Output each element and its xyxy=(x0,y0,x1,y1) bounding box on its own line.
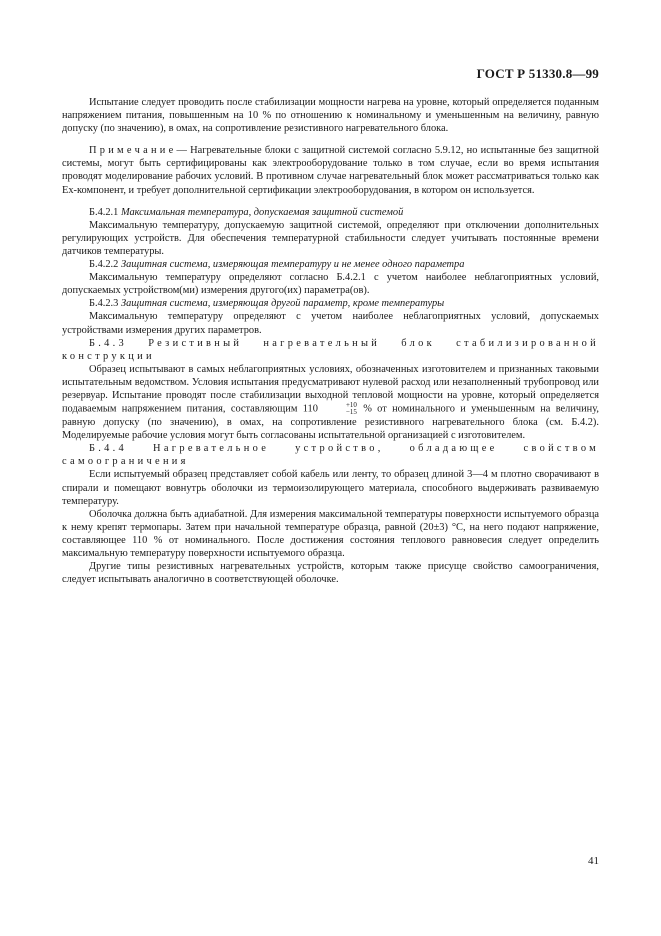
text-part: % от номинального и уменьшенным на величину, равную допуску (по значению), в омах, на сопротивление резистивного нагревательного блока (см. Б.4.2). Моделируемые рабочие условия могут быть согласованы испытательной организацией с изготовителем. xyxy=(62,403,599,442)
section-b43-text xyxy=(62,363,599,442)
tolerance-fraction xyxy=(319,402,357,416)
section-b422-heading xyxy=(62,258,599,271)
tolerance-upper: +10 xyxy=(345,401,357,410)
section-b44-paragraph: Другие типы резистивных нагревательных устройств, которым также присуще свойство самоограничения, следует испытывать аналогично в соответствующей оболочке. xyxy=(62,561,599,586)
section-number: Б.4.2.2 xyxy=(89,259,119,271)
tolerance-lower: −15 xyxy=(345,408,357,417)
section-b423-heading xyxy=(62,297,599,310)
section-b43-heading: Б.4.3 Резистивный нагревательный блок стабилизированной конструкции xyxy=(62,337,599,362)
section-number: Б.4.2.1 xyxy=(89,206,119,218)
document-number: ГОСТ Р 51330.8—99 xyxy=(476,66,599,81)
section-b423-text: Максимальную температуру определяют с учетом наиболее неблагоприятных условий, допускаемых устройствами измерения других параметров. xyxy=(62,311,599,336)
page-body xyxy=(62,96,599,586)
section-title: Защитная система, измеряющая другой параметр, кроме температуры xyxy=(120,298,445,310)
section-b421-text: Максимальную температуру, допускаемую защитной системой, определяют при отключении дополнительных регулирующих устройств. Для обеспечения температурной стабильности следует учитывать постоянные времени датчиков температуры. xyxy=(62,219,599,257)
note-label: П р и м е ч а н и е xyxy=(89,145,174,157)
section-b421-heading xyxy=(62,206,599,219)
section-b422-text: Максимальную температуру определяют согласно Б.4.2.1 с учетом наиболее неблагоприятных условий, допускаемых устройством(ми) измерения другого(их) параметра(ов). xyxy=(62,272,599,297)
section-title: Защитная система, измеряющая температуру и не менее одного параметра xyxy=(120,259,465,271)
note-text: — Нагревательные блоки с защитной системой согласно 5.9.12, но испытанные без защитной системы, могут быть сертифицированы как электрооборудование только в том случае, если во время испытания проводят моделирование рабочих условий. В противном случае нагревательный блок может рассматриваться только как Ех-компонент, и требует дополнительной сертификации электрооборудования, в котором он используется. xyxy=(62,145,599,196)
section-title: Максимальная температура, допускаемая защитной системой xyxy=(120,206,404,218)
section-number: Б.4.2.3 xyxy=(89,298,119,310)
section-b44-heading: Б.4.4 Нагревательное устройство, обладающее свойством самоограничения xyxy=(62,443,599,468)
page-number: 41 xyxy=(588,855,599,867)
text-part: Образец испытывают в самых неблагоприятных условиях, обозначенных изготовителем и признанных таковыми испытательным ведомством. Условия испытания предусматривают нулевой расход или незаполненный трубопровод или резервуар. Испытание проводят после стабилизации выходной тепловой мощности на уровне, который определяется подаваемым напряжением питания, составляющим 110 xyxy=(62,363,599,415)
note-paragraph xyxy=(62,144,599,196)
section-b44-paragraph: Оболочка должна быть адиабатной. Для измерения максимальной температуры поверхности испытуемого образца к нему крепят термопары. Затем при начальной температуре образца, равной (20±3) °С, на него подают напряжение, составляющее 110 % от номинального. После достижения состояния теплового равновесия следует определить максимальную температуру поверхности испытуемого образца. xyxy=(62,508,599,559)
section-b44-paragraph: Если испытуемый образец представляет собой кабель или ленту, то образец длиной 3—4 м плотно сворачивают в спирали и помещают вовнутрь оболочки из термоизолирующего материала, способного выдерживать развиваемую температуру. xyxy=(62,469,599,507)
intro-paragraph: Испытание следует проводить после стабилизации мощности нагрева на уровне, который определяется поданным напряжением питания, повышенным на 10 % по отношению к номинальному и уменьшенным на величину, равную допуску (по значению), в омах, на сопротивление резистивного нагревательного блока. xyxy=(62,97,599,135)
